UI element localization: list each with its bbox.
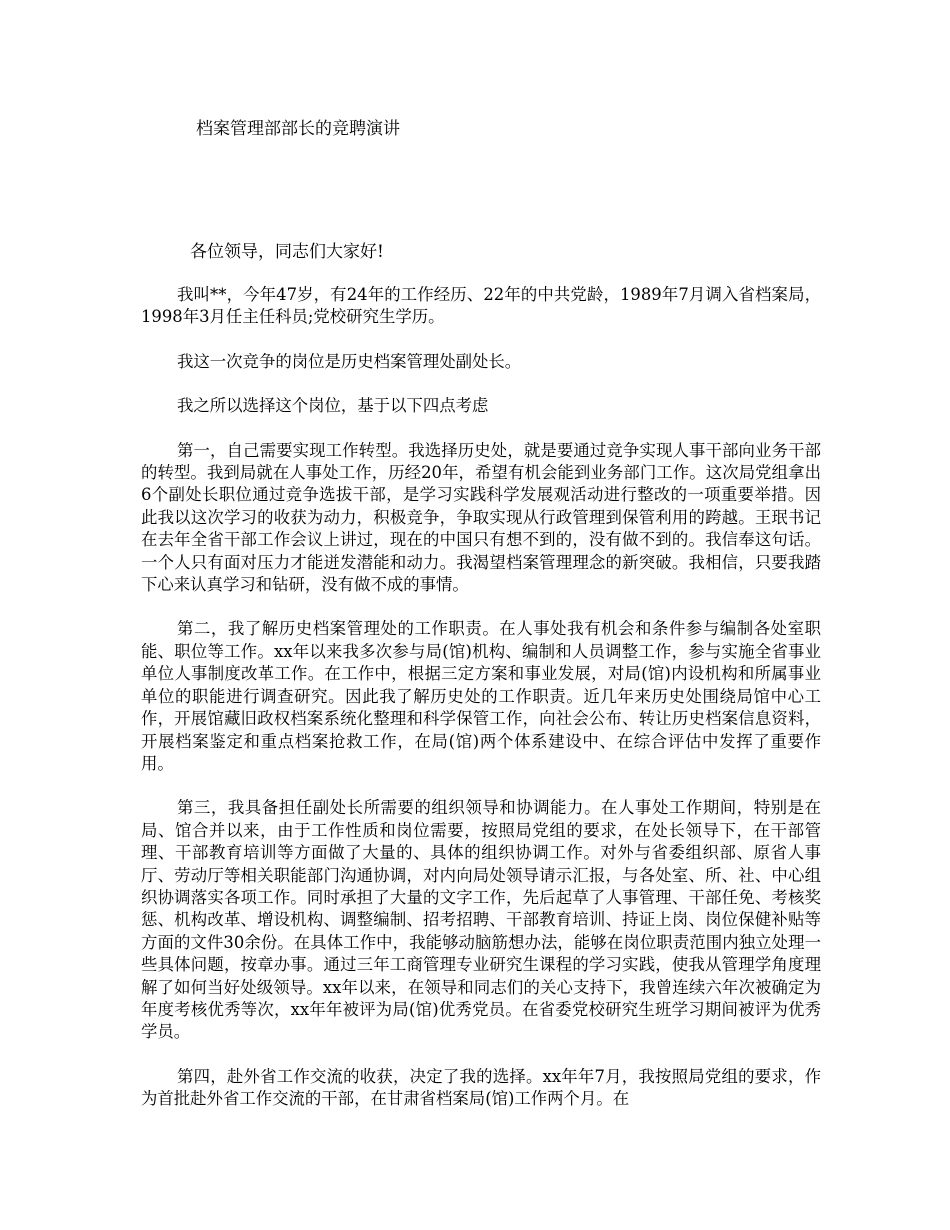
- paragraph-reason-1: 第一，自己需要实现工作转型。我选择历史处，就是要通过竞争实现人事干部向业务干部的转型。我到局就在人事处工作，历经20年，希望有机会能到业务部门工作。这次局党组拿出6个副处长职位通过竞争选拔干部，是学习实践科学发展观活动进行整改的一项重要举措。因此我以这次学习的收获为动力，积极竞争，争取实现从行政管理到保管利用的跨越。王珉书记在去年全省干部工作会议上讲过，现在的中国只有想不到的，没有做不到的。我信奉这句话。一个人只有面对压力才能迸发潜能和动力。我渴望档案管理理念的新突破。我相信，只要我踏下心来认真学习和钻研，没有做不成的事情。: [141, 440, 821, 595]
- paragraph-position: 我这一次竞争的岗位是历史档案管理处副处长。: [177, 351, 522, 371]
- greeting-line: 各位领导，同志们大家好!: [190, 242, 384, 262]
- paragraph-reason-2: 第二，我了解历史档案管理处的工作职责。在人事处我有机会和条件参与编制各处室职能、职位等工作。xx年以来我多次参与局(馆)机构、编制和人员调整工作，参与实施全省事业单位人事制度改革工作。在工作中，根据三定方案和事业发展，对局(馆)内设机构和所属事业单位的职能进行调查研究。因此我了解历史处的工作职责。近几年来历史处围绕局馆中心工作，开展馆藏旧政权档案系统化整理和科学保管工作，向社会公布、转让历史档案信息资料，开展档案鉴定和重点档案抢救工作，在局(馆)两个体系建设中、在综合评估中发挥了重要作用。: [141, 619, 821, 773]
- paragraph-intro: 我叫**，今年47岁，有24年的工作经历、22年的中共党龄，1989年7月调入省档案局，1998年3月任主任科员;党校研究生学历。: [141, 285, 821, 327]
- paragraph-reasons-lead: 我之所以选择这个岗位，基于以下四点考虑: [177, 396, 489, 416]
- paragraph-reason-3: 第三，我具备担任副处长所需要的组织领导和协调能力。在人事处工作期间，特别是在局、馆合并以来，由于工作性质和岗位需要，按照局党组的要求，在处长领导下，在干部管理、干部教育培训等方面做了大量的、具体的组织协调工作。对外与省委组织部、原省人事厅、劳动厅等相关职能部门沟通协调，对内向局处领导请示汇报，与各处室、所、社、中心组织协调落实各项工作。同时承担了大量的文字工作，先后起草了人事管理、干部任免、考核奖惩、机构改革、增设机构、调整编制、招考招聘、干部教育培训、持证上岗、岗位保健补贴等方面的文件30余份。在具体工作中，我能够动脑筋想办法，能够在岗位职责范围内独立处理一些具体问题，按章办事。通过三年工商管理专业研究生课程的学习实践，使我从管理学角度理解了如何当好处级领导。xx年以来，在领导和同志们的关心支持下，我曾连续六年次被确定为年度考核优秀等次，xx年年被评为局(馆)优秀党员。在省委党校研究生班学习期间被评为优秀学员。: [141, 798, 821, 1042]
- paragraph-reason-4: 第四，赴外省工作交流的收获，决定了我的选择。xx年年7月，我按照局党组的要求，作为首批赴外省工作交流的干部，在甘肃省档案局(馆)工作两个月。在: [141, 1066, 821, 1109]
- document-title: 档案管理部部长的竞聘演讲: [196, 119, 400, 139]
- document-body: [141, 284, 821, 1133]
